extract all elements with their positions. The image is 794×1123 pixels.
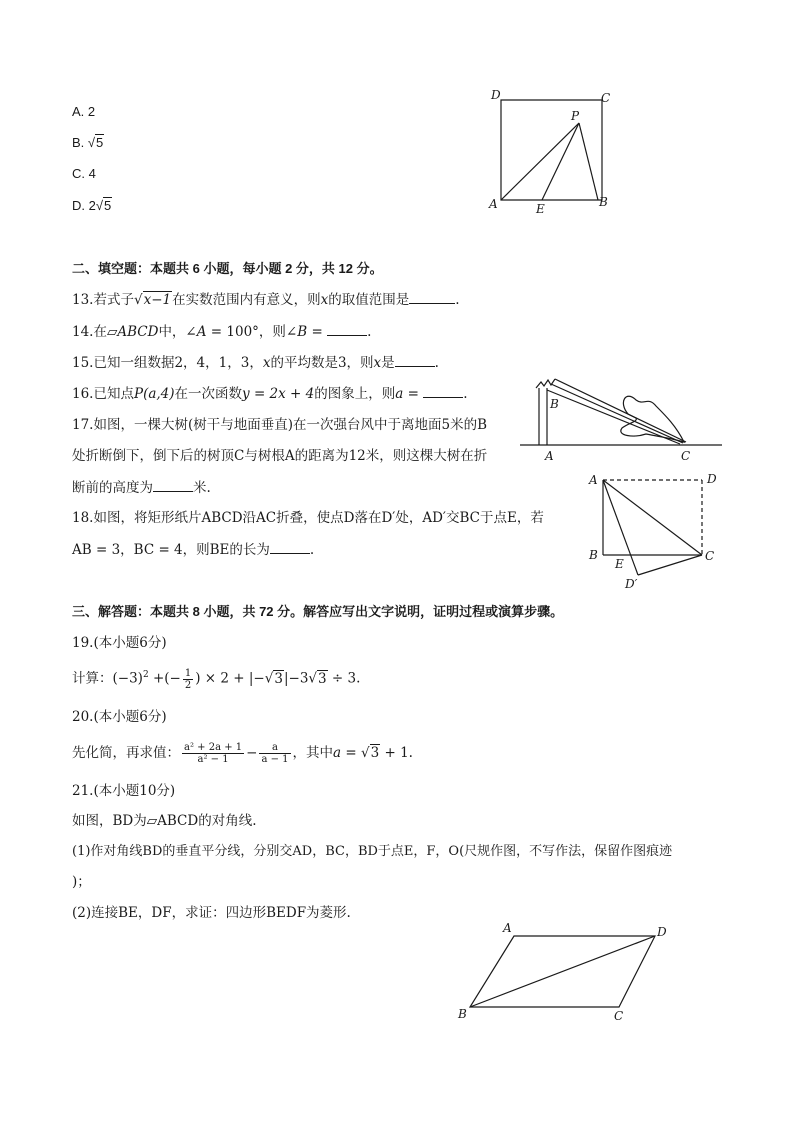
option-d-radicand: 5 xyxy=(103,198,112,213)
label-b: B xyxy=(458,1007,467,1021)
q19-numerator: 1 xyxy=(184,667,192,679)
q15-text-a: 15.已知一组数据2，4，1，3， xyxy=(72,355,263,371)
q20-f1-denominator: a² − 1 xyxy=(197,754,229,765)
question-20-expression: 先化简，再求值： $\frac{\text{a² + 2a + 1}}{\text{a² − 1}}$ − $\frac{a}{a - 1}$ ，其中a = √3 + 1. xyxy=(72,742,413,765)
q17-text-b: 米. xyxy=(193,480,211,496)
q13-end: . xyxy=(455,292,460,308)
question-21-line-3: )； xyxy=(72,874,91,890)
label-d: D xyxy=(491,88,501,102)
diagonal-ac xyxy=(603,480,702,555)
segment-pe xyxy=(542,123,579,200)
q16-function: y = 2x + 4 xyxy=(242,386,315,402)
q20-text-a: 先化简，再求值： xyxy=(72,745,180,761)
question-20-header: 20.(本小题6分) xyxy=(72,709,167,725)
q17-text-a: 断前的高度为 xyxy=(72,480,153,496)
question-21-line-2: (1)作对角线BD的垂直平分线，分别交AD，BC，BD于点E，F，O(尺规作图，不写作法，保留作图痕迹 xyxy=(72,844,673,859)
q19-end: ÷ 3. xyxy=(327,670,361,687)
break-jag xyxy=(536,379,555,388)
label-d: D xyxy=(657,925,667,939)
figure-parallelogram-abcd xyxy=(450,918,680,1028)
q16-var: a xyxy=(395,386,404,402)
q14-name: ABCD xyxy=(117,324,159,340)
q19-text-c: ) × 2 + |− xyxy=(195,670,265,687)
q20-text-c: = xyxy=(341,745,361,761)
question-19-expression: 计算：$(-3)^2$ +(− $\frac{1}{2}$ ) × 2 + |−√3|−3√3 ÷ 3. xyxy=(72,667,361,691)
q16-answer-blank[interactable] xyxy=(423,384,463,398)
diagonal-bd xyxy=(470,936,655,1007)
option-a: A. 2 xyxy=(72,104,96,119)
label-c: C xyxy=(601,91,611,105)
q15-text-b: 的平均数是3，则 xyxy=(270,355,374,371)
q19-radicand-2: 3 xyxy=(318,670,327,687)
figure-broken-tree xyxy=(520,376,725,466)
label-c: C xyxy=(614,1009,624,1023)
label-d: D xyxy=(707,472,717,486)
q13-text-c: 的取值范围是 xyxy=(328,292,410,308)
q16-text-a: 16.已知点 xyxy=(72,386,134,402)
fallen-trunk-lower xyxy=(547,390,680,444)
q17-answer-blank[interactable] xyxy=(153,478,193,492)
label-d-prime: D′ xyxy=(625,577,638,591)
q20-var: a xyxy=(333,745,342,761)
question-14 xyxy=(72,322,371,341)
q14-angle-b: B xyxy=(297,324,308,340)
label-e: E xyxy=(536,202,545,216)
q19-exponent: 2 xyxy=(142,670,149,680)
q15-text-c: 是 xyxy=(381,355,395,371)
option-b: B. √5 xyxy=(72,135,104,150)
q14-text-c: = 100°，则∠ xyxy=(206,324,298,340)
label-c: C xyxy=(681,449,691,463)
q16-text-c: 的图象上，则 xyxy=(314,386,396,402)
q18-end: . xyxy=(309,542,315,558)
q19-fraction xyxy=(183,668,193,691)
q15-end: . xyxy=(434,355,439,371)
q18-text-a: AB = 3，BC = 4，则BE的长为 xyxy=(72,542,270,558)
q20-end: + 1. xyxy=(380,745,413,761)
label-a: A xyxy=(589,473,598,487)
label-a: A xyxy=(489,197,498,211)
option-b-label: B. xyxy=(72,135,88,150)
question-15 xyxy=(72,353,439,372)
question-17-line-2: 处折断倒下，倒下后的树顶C与树根A的距离为12米，则这棵大树在折 xyxy=(72,448,488,464)
option-c: C. 4 xyxy=(72,166,96,181)
question-17-line-3 xyxy=(72,478,211,497)
q20-fraction-1 xyxy=(182,742,244,765)
q20-f2-numerator: a xyxy=(259,742,290,754)
question-18-line-2 xyxy=(72,540,314,559)
q14-answer-blank[interactable] xyxy=(327,322,367,336)
q14-angle-a: A xyxy=(196,324,207,340)
q14-text-b: 中，∠ xyxy=(158,324,197,340)
figure-square-abcd xyxy=(485,86,615,216)
label-a: A xyxy=(545,449,554,463)
label-p: P xyxy=(571,109,580,123)
q13-radicand: x−1 xyxy=(143,292,172,308)
q20-f2-denominator: a − 1 xyxy=(261,754,289,765)
q13-text-a: 13.若式子 xyxy=(72,292,134,308)
q18-answer-blank[interactable] xyxy=(270,540,310,554)
label-b: B xyxy=(589,548,598,562)
q19-radicand-1: 3 xyxy=(274,670,283,687)
label-a: A xyxy=(503,921,512,935)
q20-text-b: ，其中 xyxy=(292,745,334,761)
q13-text-b: 在实数范围内有意义，则 xyxy=(172,292,321,308)
q16-point: P(a,4) xyxy=(133,386,175,402)
q16-text-b: 在一次函数 xyxy=(174,386,243,402)
q20-radicand: 3 xyxy=(370,745,380,761)
q20-f1-numerator: a² + 2a + 1 xyxy=(184,742,243,753)
question-13: 13.若式子√x−1在实数范围内有意义，则x的取值范围是 . xyxy=(72,292,460,308)
q14-end: . xyxy=(367,324,372,340)
q15-var-2: x xyxy=(373,355,382,371)
section-2-title: 二、填空题：本题共 6 小题，每小题 2 分，共 12 分。 xyxy=(72,261,383,276)
question-16 xyxy=(72,384,468,403)
segment-ap xyxy=(501,123,579,200)
q19-denominator: 2 xyxy=(184,679,192,691)
q15-var: x xyxy=(262,355,271,371)
segment-pb xyxy=(579,123,598,200)
label-c: C xyxy=(705,549,715,563)
question-17-line-1: 17.如图，一棵大树(树干与地面垂直)在一次强台风中于离地面5米的B xyxy=(72,417,488,433)
label-b: B xyxy=(599,195,608,209)
option-b-radicand: 5 xyxy=(96,135,104,150)
q13-var: x xyxy=(320,292,329,308)
question-21-header: 21.(本小题10分) xyxy=(72,783,176,799)
question-18-line-1: 18.如图，将矩形纸片ABCD沿AC折叠，使点D落在D′处，AD′交BC于点E，若 xyxy=(72,510,544,526)
label-b: B xyxy=(550,397,559,411)
q19-text-d: |−3 xyxy=(283,670,309,687)
q16-end: . xyxy=(463,386,468,402)
q20-fraction-2 xyxy=(259,742,290,765)
fallen-trunk-upper xyxy=(555,379,686,442)
section-3-title: 三、解答题：本题共 8 小题，共 72 分。解答应写出文字说明，证明过程或演算步骤。 xyxy=(72,604,564,619)
question-21-line-4: (2)连接BE，DF，求证：四边形BEDF为菱形. xyxy=(72,905,351,921)
segment-d-prime-c xyxy=(638,555,702,575)
q13-answer-blank[interactable] xyxy=(409,290,455,304)
q14-text-d: = xyxy=(307,324,328,340)
q19-text-a: 计算：(−3) xyxy=(72,670,143,687)
q20-minus: − xyxy=(246,745,258,761)
figure-folded-rectangle xyxy=(585,468,725,594)
q19-text-b: +(− xyxy=(148,670,181,687)
question-19-header: 19.(本小题6分) xyxy=(72,635,167,651)
label-e: E xyxy=(615,557,624,571)
q14-text-a: 14.在▱ xyxy=(72,324,118,340)
q15-answer-blank[interactable] xyxy=(395,353,435,367)
option-d: D. 2√5 xyxy=(72,198,112,213)
question-21-line-1: 如图，BD为▱ABCD的对角线. xyxy=(72,813,257,829)
q16-text-d: = xyxy=(403,386,424,402)
option-d-label: D. 2 xyxy=(72,198,96,213)
